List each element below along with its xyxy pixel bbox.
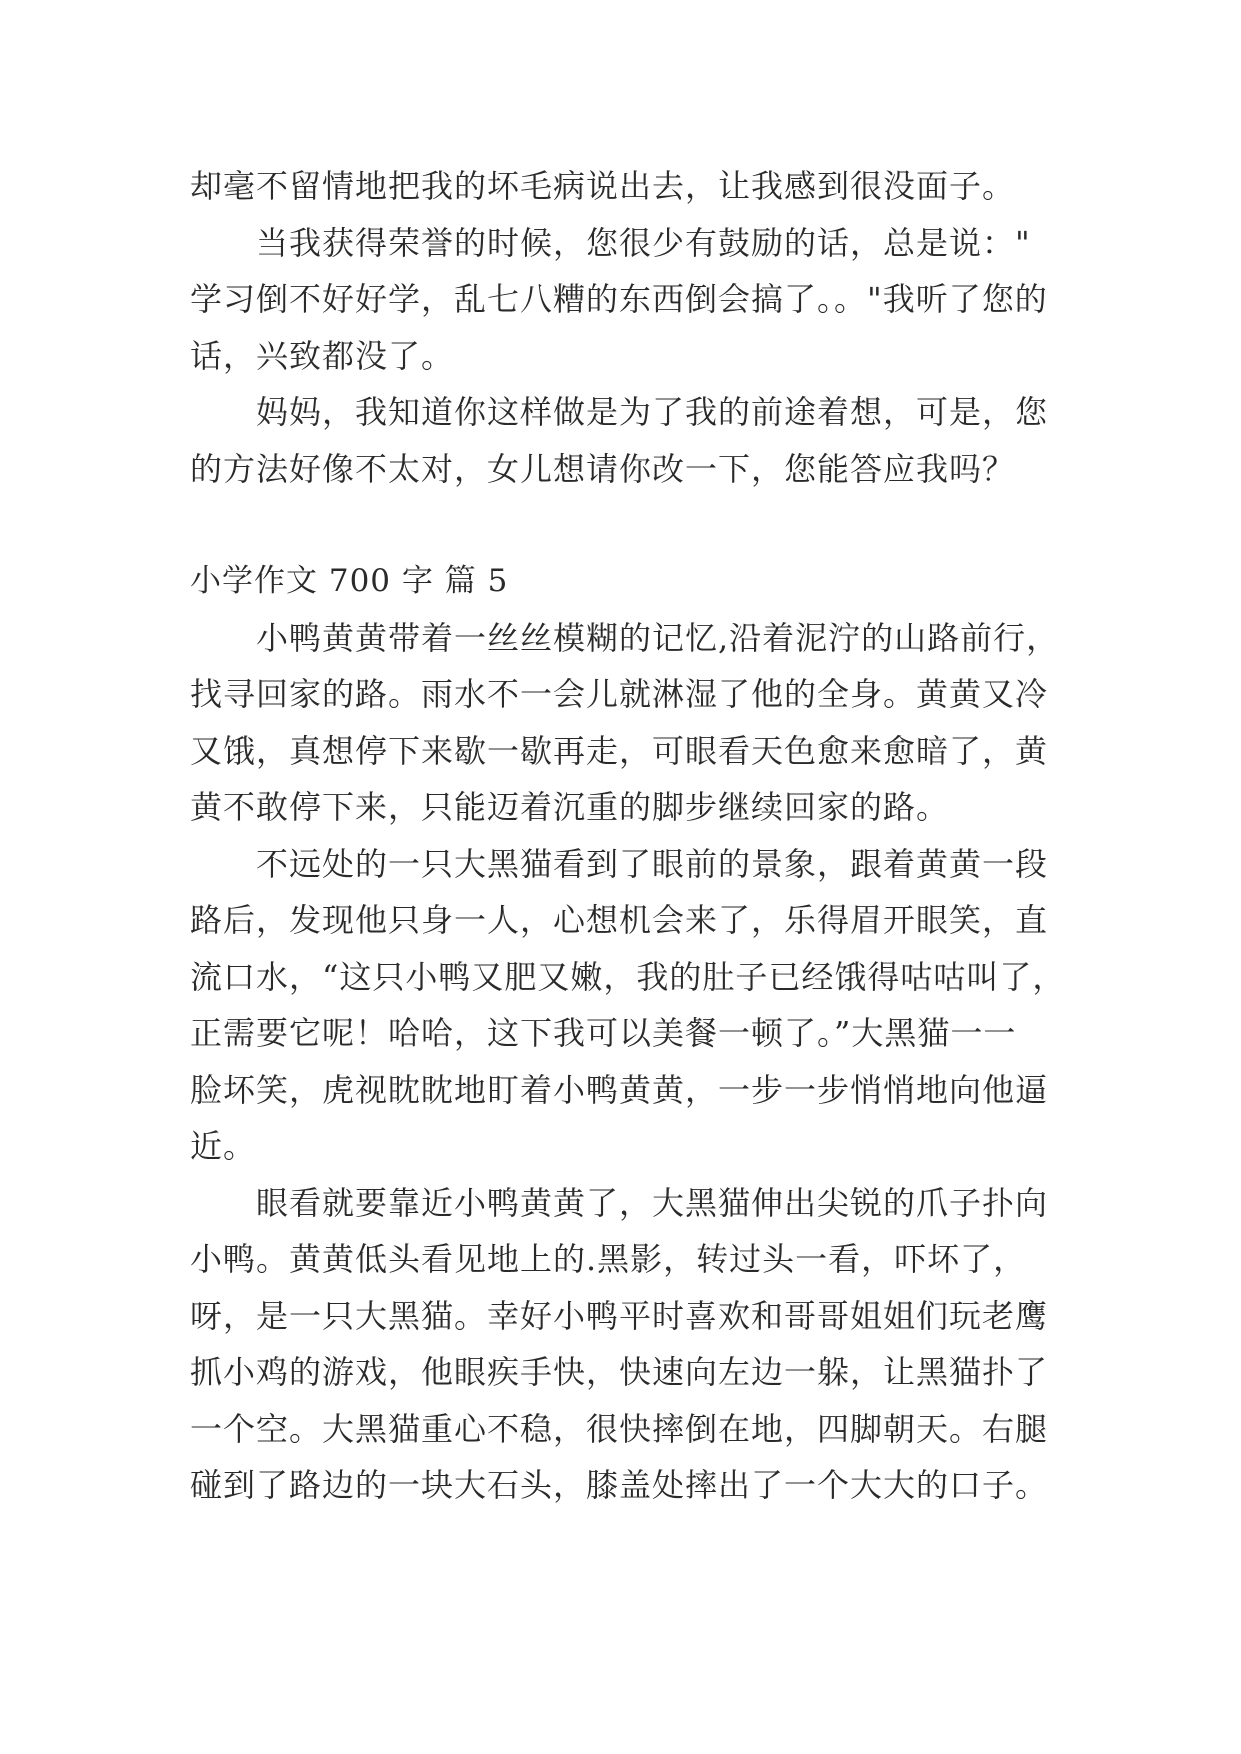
text-line: 正需要它呢！哈哈，这下我可以美餐一顿了。”大黑猫一一 (190, 1014, 1017, 1052)
text-line: 找寻回家的路。雨水不一会儿就淋湿了他的全身。黄黄又冷 (190, 675, 1049, 713)
text-line: 眼看就要靠近小鸭黄黄了，大黑猫伸出尖锐的爪子扑向 (190, 1183, 1049, 1222)
text-line: 妈妈，我知道你这样做是为了我的前途着想，可是，您 (190, 393, 1049, 431)
paragraph (190, 158, 1070, 215)
text-line: 抓小鸡的游戏，他眼疾手快，快速向左边一躲，让黑猫扑了 (190, 1353, 1049, 1391)
document-body (190, 158, 1070, 1514)
section-title: 小学作文 700 字 篇 5 (190, 563, 509, 599)
text-line: 黄不敢停下来，只能迈着沉重的脚步继续回家的路。 (190, 788, 950, 826)
text-line: 却毫不留情地把我的坏毛病说出去，让我感到很没面子。 (190, 167, 1016, 205)
paragraph (190, 610, 1070, 836)
text-line: 碰到了路边的一块大石头，膝盖处摔出了一个大大的口子。 (190, 1466, 1049, 1504)
paragraph (190, 1175, 1070, 1514)
text-line: 学习倒不好好学，乱七八糟的东西倒会搞了。。"我听了您的 (190, 280, 1048, 318)
text-line: 的方法好像不太对，女儿想请你改一下，您能答应我吗？ (190, 449, 1016, 488)
text-line: 小鸭黄黄带着一丝丝模糊的记忆,沿着泥泞的山路前行， (190, 618, 1060, 657)
text-line: 一个空。大黑猫重心不稳，很快摔倒在地，四脚朝天。右腿 (190, 1409, 1049, 1448)
text-line: 不远处的一只大黑猫看到了眼前的景象，跟着黄黄一段 (190, 844, 1049, 883)
text-line: 脸坏笑，虎视眈眈地盯着小鸭黄黄，一步一步悄悄地向他逼 (190, 1070, 1049, 1109)
text-line: 流口水，“这只小鸭又肥又嫩，我的肚子已经饿得咕咕叫了， (190, 957, 1066, 996)
text-line: 路后，发现他只身一人，心想机会来了，乐得眉开眼笑，直 (190, 901, 1049, 939)
text-line: 小鸭。黄黄低头看见地上的.黑影，转过头一看，吓坏了， (190, 1240, 1027, 1278)
paragraph (190, 836, 1070, 1175)
paragraph (190, 384, 1070, 497)
section-gap (190, 497, 1070, 553)
text-line: 话，兴致都没了。 (190, 336, 455, 375)
paragraph (190, 215, 1070, 385)
text-line: 近。 (190, 1127, 257, 1165)
text-line: 又饿，真想停下来歇一歇再走，可眼看天色愈来愈暗了，黄 (190, 731, 1049, 770)
text-line: 当我获得荣誉的时候，您很少有鼓励的话，总是说：" (190, 223, 1031, 262)
text-line: 呀，是一只大黑猫。幸好小鸭平时喜欢和哥哥姐姐们玩老鹰 (190, 1296, 1049, 1335)
